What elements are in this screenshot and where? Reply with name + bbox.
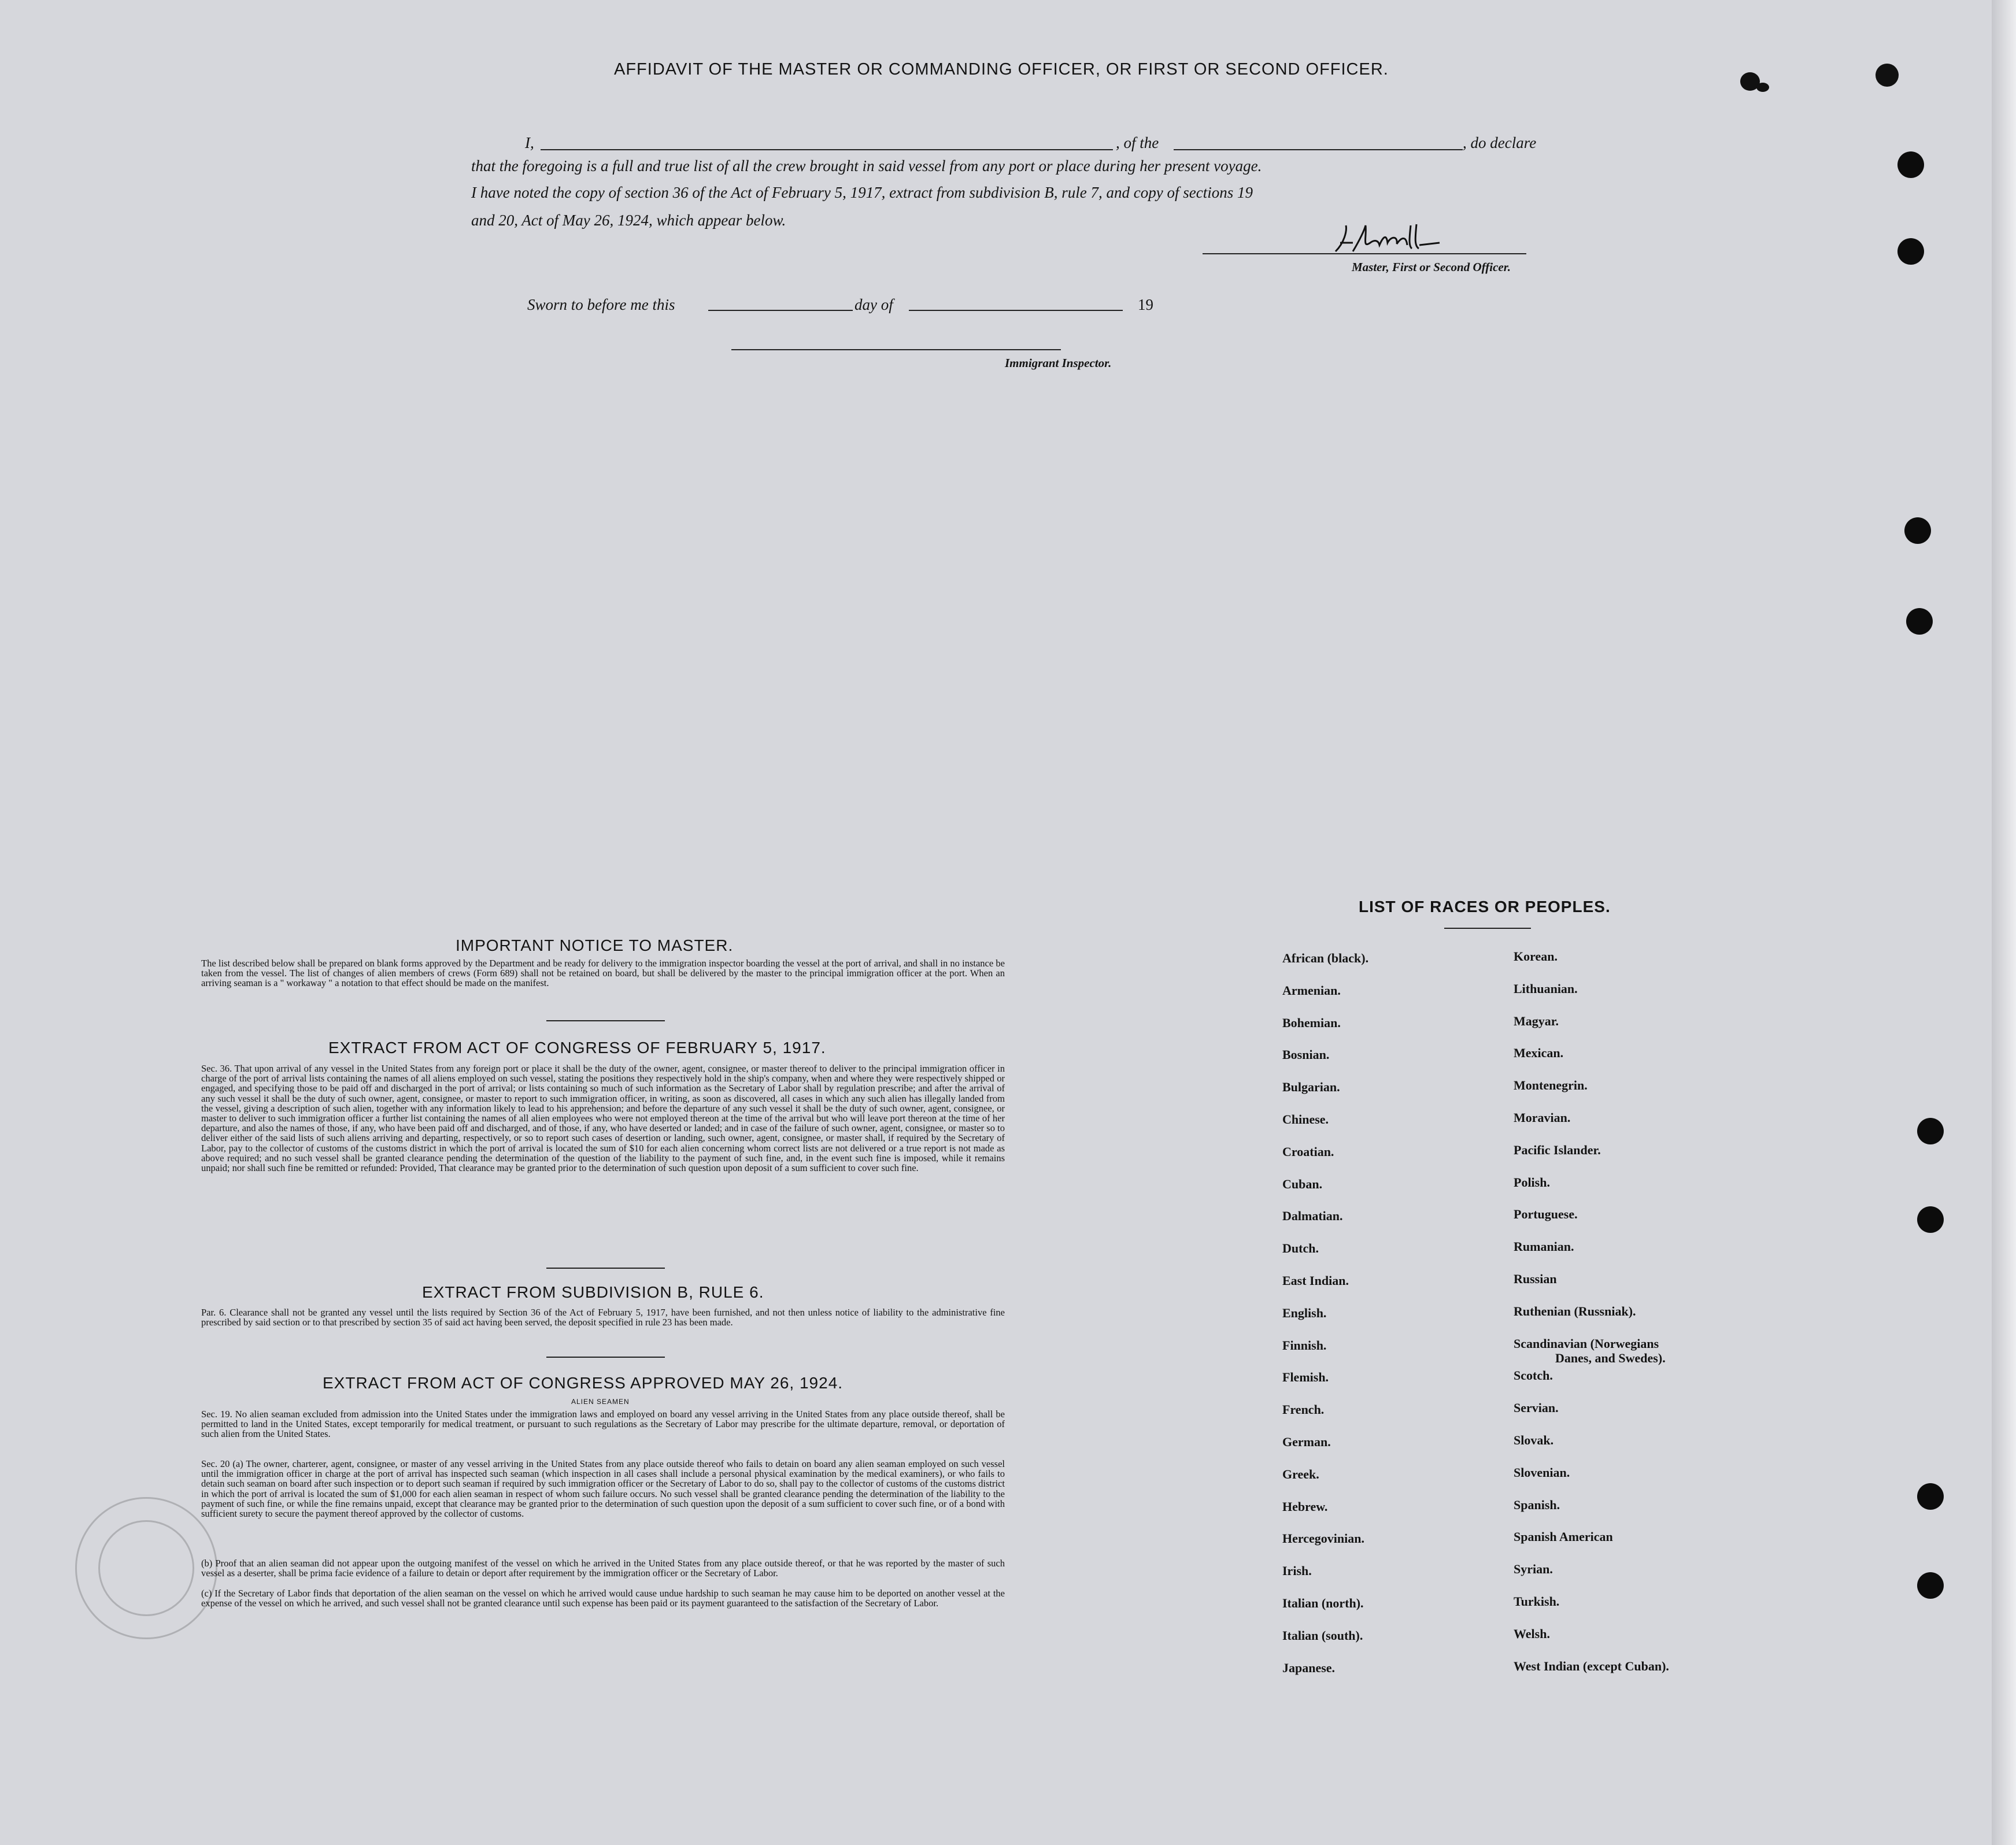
inspector-caption: Immigrant Inspector.: [1005, 356, 1112, 370]
race-item: Russian: [1514, 1272, 1557, 1286]
scandinavian-continuation: Danes, and Swedes).: [1555, 1351, 1666, 1365]
race-item: Polish.: [1514, 1175, 1550, 1190]
race-item: Irish.: [1282, 1564, 1312, 1579]
rule6-title: EXTRACT FROM SUBDIVISION B, RULE 6.: [422, 1283, 764, 1301]
race-item: Greek.: [1282, 1466, 1319, 1481]
race-item: Pacific Islander.: [1514, 1142, 1601, 1157]
race-item: Bulgarian.: [1282, 1080, 1340, 1095]
affidavit-i-label: I,: [525, 134, 534, 151]
race-item: English.: [1282, 1305, 1327, 1320]
binder-hole: [1897, 151, 1924, 178]
sworn-label: Sworn to before me this: [527, 296, 675, 313]
vessel-blank[interactable]: [1174, 149, 1463, 150]
affidavit-of-the: , of the: [1116, 134, 1159, 151]
binder-hole: [1917, 1206, 1944, 1233]
divider: [546, 1020, 665, 1021]
race-item: Croatian.: [1282, 1144, 1334, 1159]
race-item: Korean.: [1514, 949, 1558, 964]
race-item: Bohemian.: [1282, 1015, 1341, 1030]
race-item: Portuguese.: [1514, 1207, 1578, 1222]
extract-1917-title: EXTRACT FROM ACT OF CONGRESS OF FEBRUARY 5, 1917.: [328, 1039, 826, 1057]
inspector-line: [731, 349, 1061, 350]
divider: [1444, 928, 1531, 929]
race-item: Cuban.: [1282, 1176, 1323, 1191]
race-item: Dutch.: [1282, 1241, 1319, 1256]
race-item: Flemish.: [1282, 1370, 1329, 1385]
race-item: Dalmatian.: [1282, 1209, 1343, 1224]
binder-hole: [1897, 238, 1924, 265]
race-item: German.: [1282, 1435, 1331, 1449]
sec19-body: Sec. 19. No alien seaman excluded from admission into the United States under the immigration laws and employed on board any vessel arriving in the United States from any place outside thereof, shall be permitted to land in the United States, except temporarily for medical treatment, or pursuant to such regulations as the Secretary of Labor may prescribe for the ultimate departure, removal, or deportation of such alien from the United States.: [201, 1409, 1005, 1440]
race-item: Lithuanian.: [1514, 981, 1578, 996]
race-item: Italian (south).: [1282, 1628, 1363, 1643]
affidavit-line4: and 20, Act of May 26, 1924, which appear below.: [471, 212, 786, 229]
official-seal-inner: [98, 1520, 194, 1616]
race-item: Servian.: [1514, 1401, 1559, 1416]
alien-seamen-subtitle: ALIEN SEAMEN: [571, 1398, 630, 1406]
affidavit-do-declare: , do declare: [1463, 134, 1537, 151]
race-item: French.: [1282, 1402, 1325, 1417]
signature-line: [1203, 253, 1526, 254]
race-item: Turkish.: [1514, 1594, 1560, 1609]
divider: [546, 1357, 665, 1358]
sec20a-body: Sec. 20 (a) The owner, charterer, agent, consignee, or master of any vessel arriving in the United States from any place outside thereof who fails to detain on board any alien seaman employed on such vessel until the immigration officer in charge at the port of arrival has inspected such seaman (which inspection in all cases shall include a personal physical examination by the medical examiners), or who fails to detain such seaman on board after such inspection or to deport such seaman if required by such immigration officer or the Secretary of Labor to do so, shall pay to the collector of customs of the customs district in which the port of arrival is located the sum of $1,000 for each alien seaman in respect of whom such failure occurs. No such vessel shall be granted clearance pending the determination of the liability to the payment of such fine, or while the fine remains unpaid, except that clearance may be granted prior to the determination of such question upon the deposit of a sum sufficient to cover such fine, or of a bond with sufficient surety to secure the payment thereof approved by the collector of customs.: [201, 1458, 1005, 1520]
race-item: Welsh.: [1514, 1626, 1550, 1641]
binder-hole: [1917, 1572, 1944, 1599]
race-item: Rumanian.: [1514, 1239, 1574, 1254]
binder-hole: [1904, 517, 1931, 544]
race-item: Magyar.: [1514, 1013, 1559, 1028]
race-item: Finnish.: [1282, 1338, 1327, 1353]
race-item: Syrian.: [1514, 1562, 1553, 1577]
race-item: African (black).: [1282, 951, 1369, 965]
race-item: Hebrew.: [1282, 1499, 1328, 1514]
affidavit-line2: that the foregoing is a full and true list of all the crew brought in said vessel from any port or place during her present voyage.: [471, 157, 1262, 175]
race-item: Slovak.: [1514, 1433, 1554, 1447]
year-prefix: 19: [1138, 296, 1153, 313]
race-item: Ruthenian (Russniak).: [1514, 1303, 1636, 1318]
sec20b-body: (b) Proof that an alien seaman did not appear upon the outgoing manifest of the vessel on which he arrived in the United States from any place outside thereof, or that he was reported by the master of such vessel as a deserter, shall be prima facie evidence of a failure to detain or deport after requirement by the immigration officer or the Secretary of Labor.: [201, 1558, 1005, 1579]
binder-hole: [1917, 1118, 1944, 1144]
ink-blot: [1876, 64, 1899, 87]
race-item: Spanish.: [1514, 1497, 1560, 1512]
page-edge: [1992, 0, 2016, 1845]
day-of-label: day of: [855, 296, 893, 313]
signature-caption: Master, First or Second Officer.: [1352, 260, 1511, 274]
race-item: Scotch.: [1514, 1368, 1553, 1383]
sec20c-body: (c) If the Secretary of Labor finds that deportation of the alien seaman on the vessel on which he arrived would cause undue hardship to such seaman he may cause him to be deported on another vessel at the expense of the vessel on which he arrived, and such vessel shall not be granted clearance until such expense has been paid or its payment guaranteed to the satisfaction of the Secretary of Labor.: [201, 1588, 1005, 1609]
race-item: Armenian.: [1282, 983, 1341, 998]
race-item: Moravian.: [1514, 1110, 1571, 1125]
race-item: Japanese.: [1282, 1660, 1336, 1675]
notice-body: The list described below shall be prepared on blank forms approved by the Department and be ready for delivery to the immigration inspector boarding the vessel at the port of arrival, and shall in no instance be taken from the vessel. The list of changes of alien members of crews (Form 689) shall not be retained on board, but shall be delivered by the master to the principal immigration officer at the port. When an arriving seaman is a " workaway " a notation to that effect should be made on the manifest.: [201, 958, 1005, 989]
race-item: Slovenian.: [1514, 1465, 1570, 1480]
race-item: Mexican.: [1514, 1046, 1564, 1061]
race-item: Spanish American: [1514, 1529, 1613, 1544]
extract-1917-body: Sec. 36. That upon arrival of any vessel in the United States from any foreign port or place it shall be the duty of the owner, agent, consignee, or master thereof to deliver to the principal immigration officer in charge of the port of arrival lists containing the names of all aliens employed on such vessel, stating the positions they respectively hold in the ship's company, when and where they were respectively shipped or engaged, and specifying those to be paid off and discharged in the port of arrival; or lists containing so much of such information as the Secretary of Labor shall by regulation prescribe; and after the arrival of any such vessel it shall be the duty of such owner, agent, consignee, or master to report to such immigration officer, in writing, as soon as discovered, all cases in which any such alien has illegally landed from the vessel, giving a description of such alien, together with any information likely to lead to his apprehension; and before the departure of any such vessel it shall be the duty of such owner, agent, consignee, or master to deliver to such immigration officer a further list containing the names of all alien employees who were not employed thereon at the time of the arrival but who will leave port thereon at the time of her departure, and also the names of those, if any, who have been paid off and discharged, and of those, if any, who have deserted or landed; and in case of the failure of such owner, agent, consignee, or master so to deliver either of the said lists of such aliens arriving and departing, respectively, or so to report such cases of desertion or landing, such owner, agent, consignee, or master shall, if required by the Secretary of Labor, pay to the collector of customs of the customs district in which the port of arrival is located the sum of $10 for each alien concerning whom correct lists are not delivered or a true report is not made as above required; and no such vessel shall be granted clearance pending the determination of the question of the liability to the payment of such fine, and, in the event such fine is imposed, while it remains unpaid; nor shall such fine be remitted or refunded: Provided, That clearance may be granted prior to the determination of such question upon deposit of a sum sufficient to cover such fine.: [201, 1063, 1005, 1174]
divider: [546, 1268, 665, 1269]
race-item: Italian (north).: [1282, 1596, 1364, 1610]
race-item: East Indian.: [1282, 1273, 1349, 1288]
race-item: Montenegrin.: [1514, 1078, 1588, 1093]
binder-hole: [1906, 608, 1933, 635]
races-title: LIST OF RACES OR PEOPLES.: [1359, 898, 1611, 916]
binder-hole: [1917, 1483, 1944, 1510]
sworn-month-blank[interactable]: [909, 310, 1123, 311]
rule6-body: Par. 6. Clearance shall not be granted any vessel until the lists required by Section 36 of the Act of February 5, 1917, have been furnished, and not then unless notice of liability to the administrative fine prescribed by said section or to that prescribed by section 35 of said act having been served, the deposit specified in rule 23 has been made.: [201, 1307, 1005, 1328]
race-item: Chinese.: [1282, 1112, 1329, 1127]
race-item: Bosnian.: [1282, 1047, 1330, 1062]
affidavit-title: AFFIDAVIT OF THE MASTER OR COMMANDING OFFICER, OR FIRST OR SECOND OFFICER.: [614, 60, 1389, 79]
ink-blot: [1756, 83, 1769, 92]
extract-1924-title: EXTRACT FROM ACT OF CONGRESS APPROVED MAY 26, 1924.: [323, 1374, 844, 1392]
race-item: West Indian (except Cuban).: [1514, 1658, 1669, 1673]
name-blank[interactable]: [541, 149, 1113, 150]
race-item: Hercegovinian.: [1282, 1531, 1364, 1546]
sworn-day-blank[interactable]: [708, 310, 853, 311]
race-item: Scandinavian (Norwegians: [1514, 1336, 1659, 1351]
affidavit-line3: I have noted the copy of section 36 of the Act of February 5, 1917, extract from subdivision B, rule 7, and copy of sections 19: [471, 184, 1253, 201]
notice-title: IMPORTANT NOTICE TO MASTER.: [456, 936, 734, 954]
